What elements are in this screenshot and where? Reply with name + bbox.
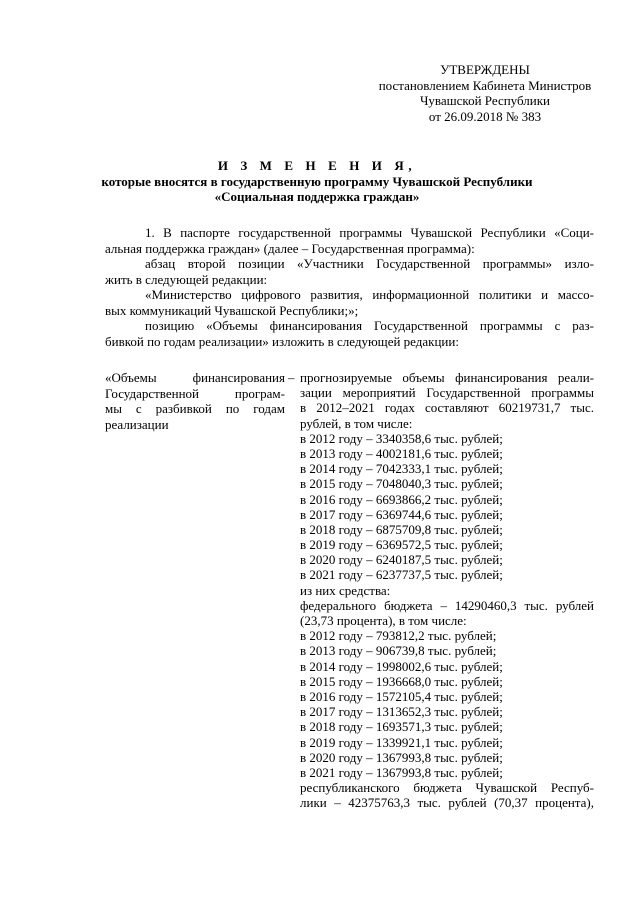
- body-line: бивкой по годам реализации» изложить в следующей редакции:: [105, 333, 459, 349]
- right-col-line: в 2017 году – 6369744,6 тыс. рублей;: [300, 506, 503, 522]
- heading-line-2: которые вносятся в государственную программу Чувашской Республики: [101, 173, 533, 189]
- right-col-line: в 2015 году – 1936668,0 тыс. рублей;: [300, 673, 503, 689]
- right-col-line: из них средства:: [300, 582, 391, 598]
- right-col-line: в 2012 году – 793812,2 тыс. рублей;: [300, 628, 497, 644]
- body-line: позицию «Объемы финансирования Государственной программы с раз-: [145, 318, 594, 333]
- approval-stamp: [360, 62, 610, 124]
- right-col-line: в 2020 году – 6240187,5 тыс. рублей;: [300, 552, 503, 568]
- right-col-line: в 2018 году – 6875709,8 тыс. рублей;: [300, 521, 503, 537]
- right-col-line: в 2014 году – 1998002,6 тыс. рублей;: [300, 658, 503, 674]
- left-col-line: «Объемы финансирования: [105, 370, 285, 385]
- right-col-line: в 2020 году – 1367993,8 тыс. рублей;: [300, 749, 503, 765]
- right-col-line: в 2013 году – 4002181,6 тыс. рублей;: [300, 445, 503, 461]
- right-col-line: республиканского бюджета Чувашской Респуб-: [300, 780, 594, 796]
- document-heading: [80, 158, 554, 205]
- right-col-line: в 2021 году – 1367993,8 тыс. рублей;: [300, 764, 503, 780]
- approval-title: УТВЕРЖДЕНЫ: [440, 62, 530, 77]
- right-col-line: в 2016 году – 6693866,2 тыс. рублей;: [300, 491, 503, 507]
- approval-authority: постановлением Кабинета Министров: [378, 77, 592, 93]
- body-line: «Министерство цифрового развития, информационной политики и массо-: [145, 287, 594, 302]
- body-line: абзац второй позиции «Участники Государственной программы» изло-: [145, 256, 594, 271]
- column-separator-dash: –: [288, 370, 295, 385]
- left-col-line: мы с разбивкой по годам: [105, 401, 285, 416]
- right-col-line: зации мероприятий Государственной программы: [300, 385, 594, 401]
- right-col-line: рублей, в том числе:: [300, 415, 413, 431]
- right-col-line: лики – 42375763,3 тыс. рублей (70,37 процента),: [300, 795, 594, 811]
- right-col-line: федерального бюджета – 14290460,3 тыс. рублей: [300, 597, 594, 613]
- right-col-line: прогнозируемые объемы финансирования реали-: [300, 370, 594, 385]
- approval-date-number: от 26.09.2018 № 383: [428, 108, 542, 124]
- body-line: 1. В паспорте государственной программы Чувашской Республики «Соци-: [145, 225, 594, 240]
- heading-line-3: «Социальная поддержка граждан»: [214, 189, 420, 204]
- right-col-line: в 2013 году – 906739,8 тыс. рублей;: [300, 643, 497, 659]
- right-col-line: в 2015 году – 7048040,3 тыс. рублей;: [300, 476, 503, 492]
- body-line: вых коммуникаций Чувашской Республики;»;: [105, 302, 359, 318]
- right-col-line: в 2018 году – 1693571,3 тыс. рублей;: [300, 719, 503, 735]
- passport-position-label: [105, 370, 285, 432]
- passport-position-value: [300, 370, 594, 810]
- body-line: жить в следующей редакции:: [105, 271, 268, 287]
- heading-title: И З М Е Н Е Н И Я,: [217, 158, 417, 173]
- document-body: [105, 225, 594, 349]
- right-col-line: в 2012–2021 годах составляют 60219731,7 тыс.: [300, 400, 594, 416]
- right-col-line: в 2012 году – 3340358,6 тыс. рублей;: [300, 430, 503, 446]
- left-col-line: реализации: [105, 416, 169, 432]
- body-line: альная поддержка граждан» (далее – Государственная программа):: [105, 240, 475, 256]
- approval-republic: Чувашской Республики: [419, 93, 551, 108]
- right-col-line: в 2016 году – 1572105,4 тыс. рублей;: [300, 688, 503, 704]
- right-col-line: в 2014 году – 7042333,1 тыс. рублей;: [300, 461, 503, 477]
- right-col-line: в 2019 году – 6369572,5 тыс. рублей;: [300, 537, 503, 553]
- right-col-line: в 2019 году – 1339921,1 тыс. рублей;: [300, 734, 503, 750]
- left-col-line: Государственной програм-: [105, 385, 285, 401]
- right-col-line: в 2021 году – 6237737,5 тыс. рублей;: [300, 567, 503, 583]
- right-col-line: в 2017 году – 1313652,3 тыс. рублей;: [300, 704, 503, 720]
- right-col-line: (23,73 процента), в том числе:: [300, 613, 467, 628]
